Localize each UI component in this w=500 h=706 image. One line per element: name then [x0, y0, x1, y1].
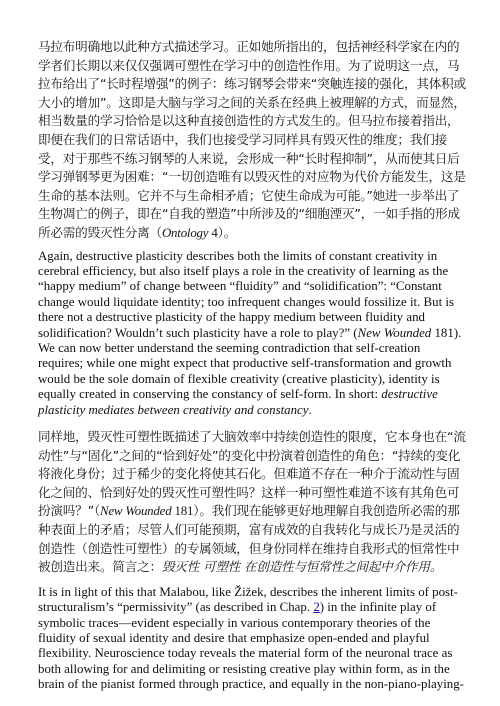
- p1-close: ）。: [217, 224, 237, 240]
- p2-citation-work: New Wounded: [357, 325, 432, 340]
- english-paragraph-1: [38, 249, 466, 418]
- p1-citation-page: 4: [208, 225, 218, 240]
- p4-text: It is in light of this that Malabou, like Žižek, describes the inherent limits of post-structuralism’s “permissivity” (as described in Chap.: [38, 584, 458, 615]
- p2-citation-page: 181: [431, 325, 454, 340]
- chapter-2-link[interactable]: 2: [313, 600, 320, 615]
- chinese-paragraph-2: [38, 428, 466, 577]
- p4-text2: ) in the infinite play of symbolic traces—evident especially in various contemporary theories of the fluidity of sexual identity and desire that emphasize open-ended and playful flexibility. Neuroscience today reveals the material form of the neuronal trace as both allowing for and delimiting or resisting creative play within form, as in the brain of the pianist formed through practice, and equally in the non-piano-playing-: [38, 600, 464, 692]
- english-paragraph-2: [38, 585, 466, 693]
- p2-end: .: [308, 402, 312, 417]
- p3-citation-work: New Wounded: [100, 504, 172, 519]
- p3-citation-page: 181: [171, 504, 194, 519]
- p3-text: 同样地，毁灭性可塑性既描述了大脑效率中持续创造性的限度，它本身也在“流动性”与“固化”之间的“恰到好处”的变化中扮演着创造性的角色：“持续的变化将液化身份；过于稀少的变化将使其石化。但难道不存在一种介于流动性与固化之间的、恰到好处的毁灭性可塑性吗？这样一种可塑性难道不该有其角色可扮演吗？”（: [38, 429, 466, 519]
- p2-text2: ). We can now better understand the seeming contradiction that self-creation requires; while one might expect that productive self-transformation and growth would be the sole domain of flexible creativity (creative plasticity), identity is equally created in conserving the constancy of self-form. In short:: [38, 325, 462, 402]
- p1-citation-work: Ontology: [161, 225, 209, 240]
- p3-emphasis: 毁灭性 可塑性 在创造性与恒常性之间起中介作用。: [161, 559, 443, 575]
- p1-text: 马拉布明确地以此种方式描述学习。正如她所指出的，包括神经科学家在内的学者们长期以来仅仅强调可塑性在学习中的创造性作用。为了说明这一点，马拉布给出了“长时程增强”的例子：练习钢琴会带来“突触连接的强化，其体积或大小的增加”。这即是大脑与学习之间的关系在经典上被理解的方式，而显然，相当数量的学习恰恰是以这种直接创造性的方式发生的。但马拉布接着指出，即便在我们的日常话语中，我们也接受学习同样具有毁灭性的维度；我们接受，对于那些不练习钢琴的人来说，会形成一种“长时程抑制”，从而使其日后学习弹钢琴更为困难：“一切创造唯有以毁灭性的对应物为代价方能发生，这是生命的基本法则。它并不与生命相矛盾；它使生命成为可能。”她进一步举出了生物凋亡的例子，即在“自我的塑造”中所涉及的“细胞湮灭”，一如手指的形成所必需的毁灭性分离（: [38, 39, 466, 240]
- p2-text: Again, destructive plasticity describes both the limits of constant creativity in cerebral efficiency, but also itself plays a role in the creativity of learning as the “happy medium” of change between “fluidity” and “solidification”: “Constant change would liquidate identity; too infrequent changes would fossilize it. But is there not a destructive plasticity of the happy medium between fluidity and solidification? Wouldn’t such plasticity have a role to play?” (: [38, 248, 454, 340]
- p3-text2: ）。我们现在能够更好地理解自我创造所必需的那种表面上的矛盾；尽管人们可能预期，富有成效的自我转化与成长乃是灵活的创造性（创造性可塑性）的专属领域，但身份同样在维持自我形式的恒常性中被创造出来。简言之：: [38, 503, 460, 575]
- chinese-paragraph-1: [38, 38, 466, 243]
- p2-emphasis: destructive plasticity mediates between creativity and constancy: [38, 387, 438, 417]
